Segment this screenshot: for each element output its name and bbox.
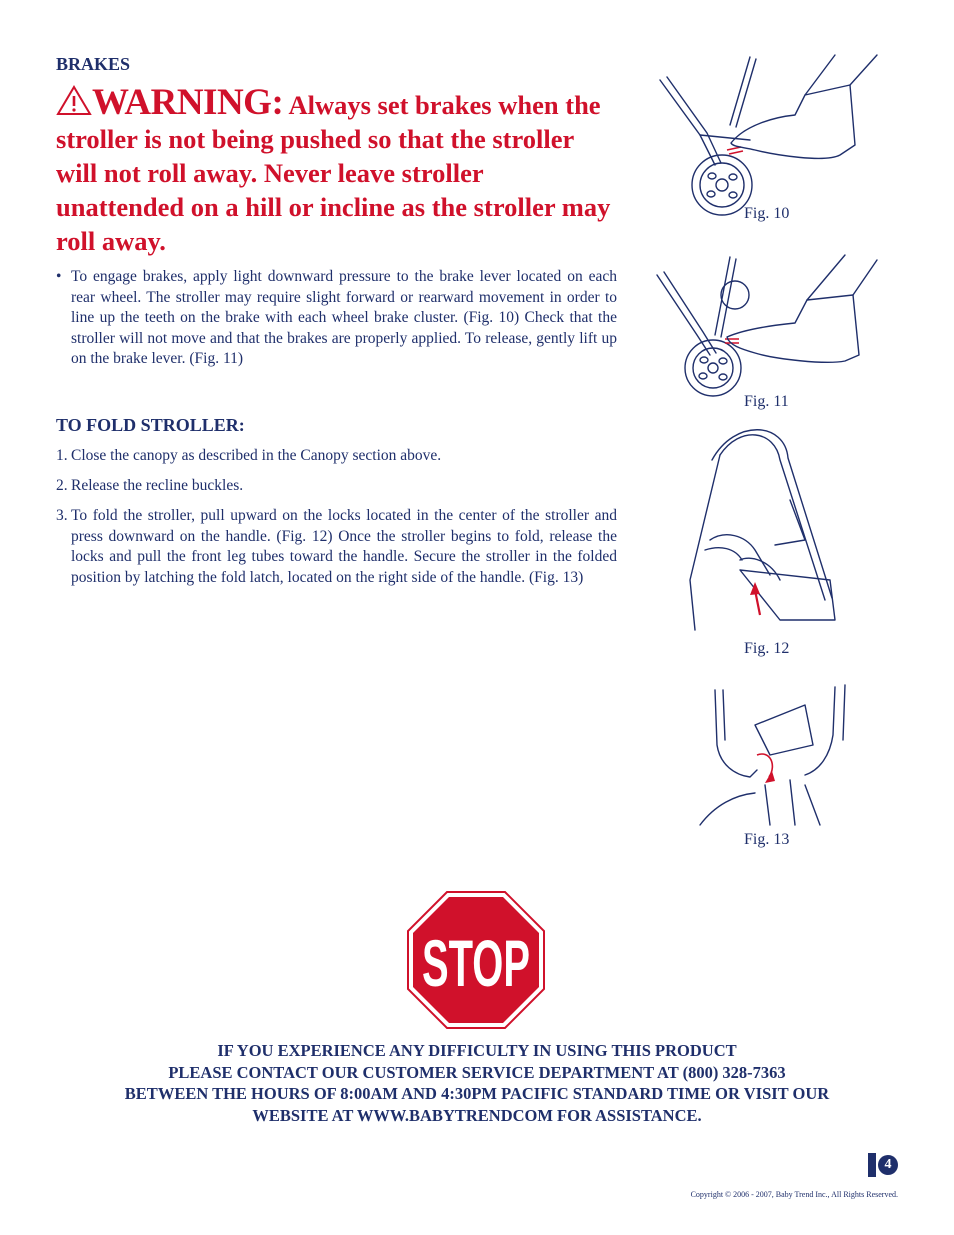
brakes-instruction-text: To engage brakes, apply light downward pressure to the brake lever located on each rear wheel. The stroller may require slight forward or rearward movement in order to line up the teeth on the brake with each wheel brake cluster. (Fig. 10) Check that the stroller will not move and that the brakes are properly applied. To release, gently lift up on the brake lever. (Fig. 11)	[71, 268, 617, 367]
bullet-mark: •	[56, 268, 62, 285]
page-badge-bar	[868, 1153, 876, 1177]
fig11-illustration	[655, 255, 885, 395]
fig10-illustration	[655, 55, 885, 205]
fig10-caption: Fig. 10	[744, 205, 790, 222]
contact-line-3: BETWEEN THE HOURS OF 8:00AM AND 4:30PM PACIFIC STANDARD TIME OR VISIT OUR	[124, 1084, 830, 1103]
contact-line-4: WEBSITE AT WWW.BABYTRENDCOM FOR ASSISTANCE.	[252, 1105, 702, 1125]
brakes-warning	[56, 84, 616, 258]
fig11-caption: Fig. 11	[744, 393, 789, 410]
warning-triangle-icon	[56, 84, 92, 116]
fig13-illustration	[695, 685, 855, 827]
step-text: Release the recline buckles.	[71, 477, 244, 494]
fold-step-2	[56, 476, 617, 497]
page-number-badge	[868, 1153, 898, 1177]
step-text: To fold the stroller, pull upward on the locks located in the center of the stroller and press downward on the handle. (Fig. 12) Once the stroller begins to fold, release the locks and pull the front leg tubes toward the handle. Secure the stroller in the folded position by latching the fold latch, located on the right side of the handle. (Fig. 13)	[71, 507, 617, 586]
fig12-caption: Fig. 12	[744, 640, 790, 657]
fold-heading: TO FOLD STROLLER:	[56, 415, 245, 435]
contact-line-1: IF YOU EXPERIENCE ANY DIFFICULTY IN USING THIS PRODUCT	[217, 1041, 737, 1060]
copyright: Copyright © 2006 - 2007, Baby Trend Inc., All Rights Reserved.	[690, 1190, 898, 1199]
customer-service-notice	[60, 1040, 894, 1126]
step-text: Close the canopy as described in the Canopy section above.	[71, 447, 442, 464]
fig13-caption: Fig. 13	[744, 831, 790, 848]
fold-step-1	[56, 446, 617, 467]
page-number: 4	[878, 1155, 898, 1175]
step-number: 1.	[56, 447, 68, 464]
step-number: 2.	[56, 477, 68, 494]
stop-sign-icon	[406, 890, 546, 1030]
contact-line-2: PLEASE CONTACT OUR CUSTOMER SERVICE DEPARTMENT AT (800) 328-7363	[168, 1062, 786, 1082]
brakes-heading: BRAKES	[56, 54, 131, 74]
stop-sign-text: STOP	[422, 926, 530, 1000]
warning-text: Always set brakes when the stroller is not being pushed so that the stroller will not roll away. Never leave stroller unattended on a hill or incline as the stroller may roll away.	[56, 90, 611, 256]
brakes-instruction	[56, 267, 617, 370]
warning-label: WARNING:	[92, 82, 284, 123]
fig12-illustration	[680, 430, 855, 635]
step-number: 3.	[56, 507, 68, 524]
fold-step-3	[56, 506, 617, 588]
